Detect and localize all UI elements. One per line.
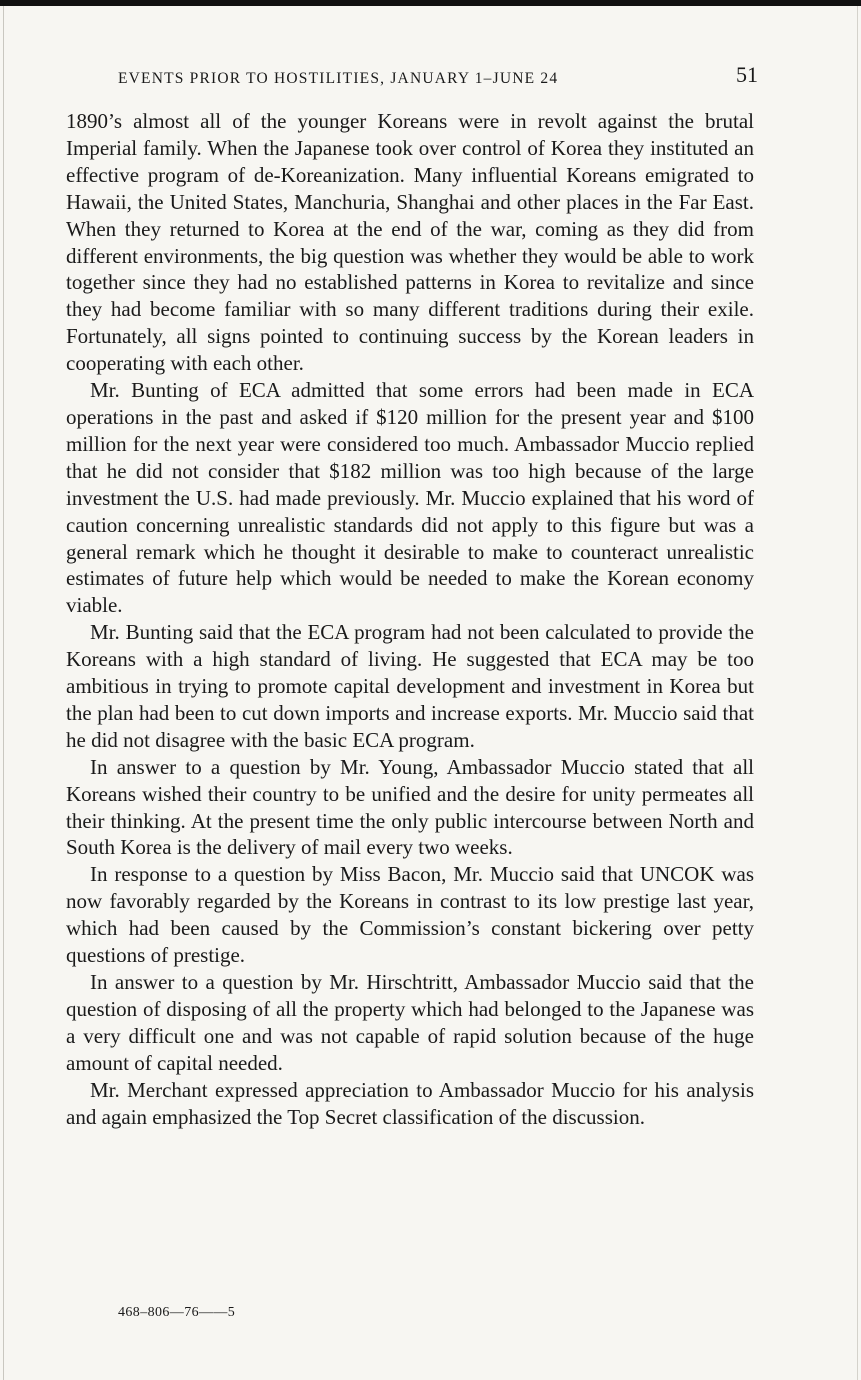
page-number: 51 [736, 62, 758, 87]
paragraph-6: In answer to a question by Mr. Hirschtritt, Ambassador Muccio said that the question of disposing of all the property which had belonged to the Japanese was a very difficult one and was not capable of rapid solution because of the huge amount of capital needed. [66, 970, 754, 1075]
running-head [118, 62, 758, 92]
paragraph-3: Mr. Bunting said that the ECA program had not been calculated to provide the Koreans with a high standard of living. He suggested that ECA may be too ambitious in trying to promote capital development and investment in Korea but the plan had been to cut down imports and increase exports. Mr. Muccio said that he did not disagree with the basic ECA program. [66, 620, 754, 752]
printer-code: 468–806—76——5 [118, 1305, 236, 1320]
top-rule [0, 0, 861, 6]
paragraph-4: In answer to a question by Mr. Young, Ambassador Muccio stated that all Koreans wished their country to be unified and the desire for unity permeates all their thinking. At the present time the only public intercourse between North and South Korea is the delivery of mail every two weeks. [66, 754, 754, 860]
left-page-edge [3, 6, 4, 1380]
paragraph-5: In response to a question by Miss Bacon, Mr. Muccio said that UNCOK was now favorably regarded by the Koreans in contrast to its low prestige last year, which had been caused by the Commission’s constant bickering over petty questions of prestige. [66, 862, 754, 968]
right-page-edge [857, 6, 858, 1380]
paragraph-7: Mr. Merchant expressed appreciation to Ambassador Muccio for his analysis and again emphasized the Top Secret classification of the discussion. [66, 1077, 754, 1129]
paragraph-2: Mr. Bunting of ECA admitted that some errors had been made in ECA operations in the past and asked if $120 million for the present year and $100 million for the next year were considered too much. Ambassador Muccio replied that he did not consider that $182 million was too high because of the large investment the U.S. had made previously. Mr. Muccio explained that his word of caution concerning unrealistic standards did not apply to this figure but was a general remark which he thought it desirable to make to counteract unrealistic estimates of future help which would be needed to make the Korean economy viable. [66, 378, 754, 618]
body-text [66, 108, 754, 1130]
paragraph-1: 1890’s almost all of the younger Koreans were in revolt against the brutal Imperial family. When the Japanese took over control of Korea they instituted an effective program of de-Koreanization. Many influential Koreans emigrated to Hawaii, the United States, Manchuria, Shanghai and other places in the Far East. When they returned to Korea at the end of the war, coming as they did from different environments, the big question was whether they would be able to work together since they had no established patterns in Korea to revitalize and since they had become familiar with so many different traditions during their exile. Fortunately, all signs pointed to continuing success by the Korean leaders in cooperating with each other. [66, 109, 754, 376]
running-title: EVENTS PRIOR TO HOSTILITIES, JANUARY 1–JUNE 24 [118, 70, 559, 87]
